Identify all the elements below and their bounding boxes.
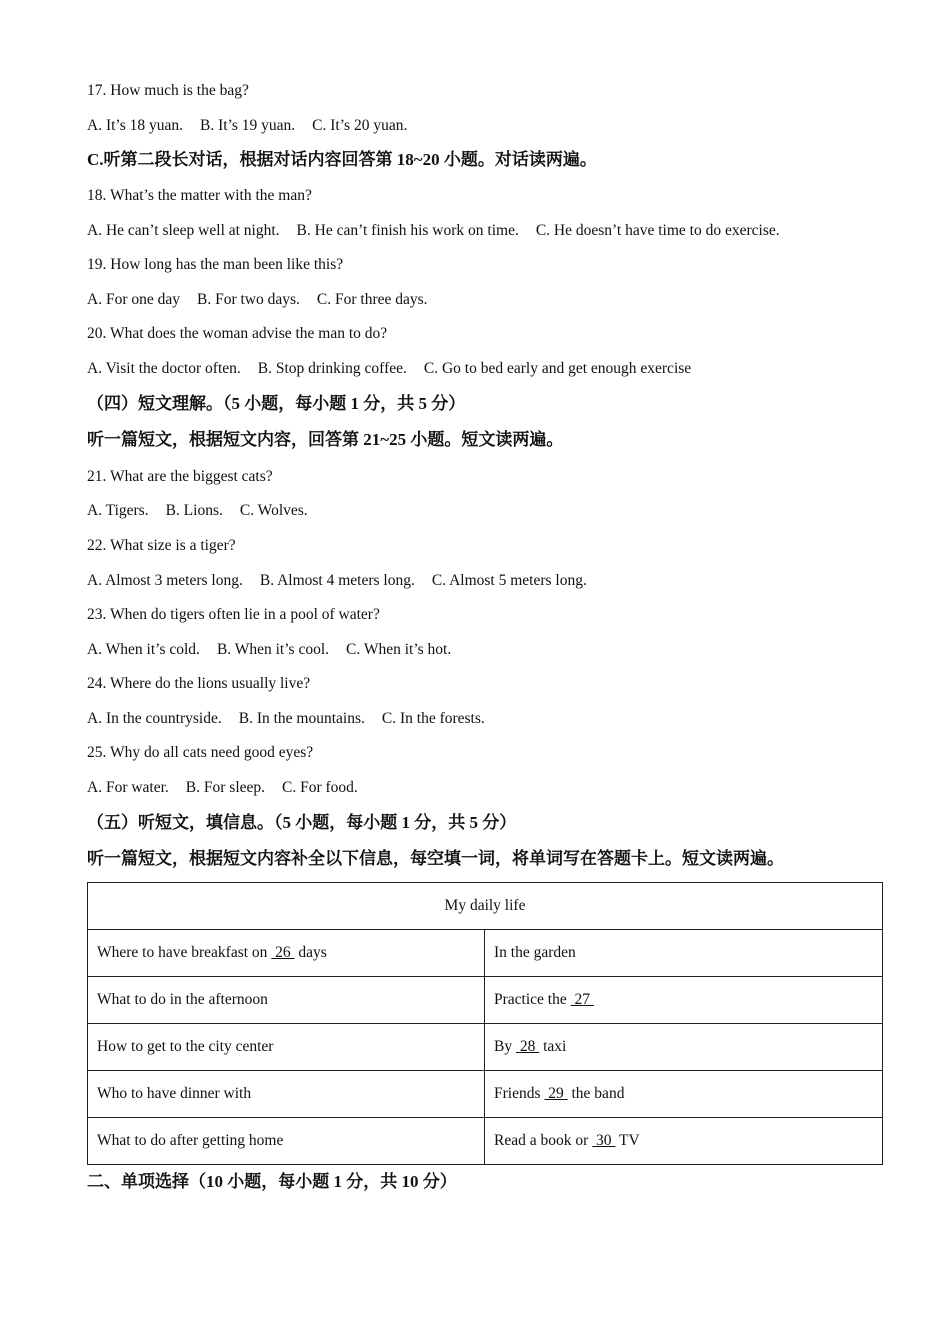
question-23: 23. When do tigers often lie in a pool of water? <box>87 606 380 623</box>
part5-heading: （五）听短文，填信息。（5 小题，每小题 1 分，共 5 分） <box>87 813 517 832</box>
cell-text: In the garden <box>494 944 576 961</box>
table-cell-left <box>88 1071 485 1118</box>
option-b: B. He can’t finish his work on time. <box>296 222 519 239</box>
options-21 <box>87 501 308 521</box>
options-20 <box>87 359 691 379</box>
cell-text: the band <box>567 1085 625 1102</box>
part4-instruction: 听一篇短文，根据短文内容，回答第 21~25 小题。短文读两遍。 <box>87 430 564 449</box>
option-a: A. For one day <box>87 291 180 308</box>
table-cell-left <box>88 1024 485 1071</box>
option-b: B. Stop drinking coffee. <box>257 360 407 377</box>
option-c: C. It’s 20 yuan. <box>312 117 408 134</box>
option-c: C. For food. <box>282 779 358 796</box>
option-a: A. Tigers. <box>87 502 149 519</box>
blank-26: 26 <box>271 944 295 961</box>
blank-28: 28 <box>515 1038 540 1055</box>
question-21: 21. What are the biggest cats? <box>87 468 273 485</box>
question-24: 24. Where do the lions usually live? <box>87 675 311 692</box>
question-19: 19. How long has the man been like this? <box>87 256 344 273</box>
cell-text: Read a book or <box>494 1132 593 1149</box>
table-cell-left <box>88 1118 485 1165</box>
option-c: C. Wolves. <box>239 502 308 519</box>
option-b: B. Lions. <box>165 502 223 519</box>
table-title-row <box>88 883 883 930</box>
cell-text: Practice the <box>494 991 571 1008</box>
blank-29: 29 <box>544 1085 568 1102</box>
option-c: C. Go to bed early and get enough exercise <box>423 360 692 377</box>
option-b: B. For sleep. <box>185 779 266 796</box>
option-c: C. In the forests. <box>381 710 485 727</box>
table-cell-right <box>485 1071 883 1118</box>
option-a: A. For water. <box>87 779 169 796</box>
blank-30: 30 <box>592 1132 616 1149</box>
part5-instruction: 听一篇短文，根据短文内容补全以下信息，每空填一词，将单词写在答题卡上。短文读两遍。 <box>87 849 784 868</box>
option-c: C. When it’s hot. <box>346 641 452 658</box>
info-table <box>87 882 883 1165</box>
table-cell-right <box>485 977 883 1024</box>
options-18 <box>87 221 780 241</box>
table-title: My daily life <box>88 883 883 930</box>
option-a: A. When it’s cold. <box>87 641 200 658</box>
table-cell-left <box>88 977 485 1024</box>
option-c: C. Almost 5 meters long. <box>431 572 587 589</box>
cell-text: What to do after getting home <box>97 1132 284 1149</box>
cell-text: What to do in the afternoon <box>97 991 268 1008</box>
table-row <box>88 977 883 1024</box>
question-18: 18. What’s the matter with the man? <box>87 187 312 204</box>
cell-text: days <box>294 944 327 961</box>
table-row <box>88 1071 883 1118</box>
option-a: A. Almost 3 meters long. <box>87 572 243 589</box>
option-b: B. It’s 19 yuan. <box>200 117 296 134</box>
option-a: A. He can’t sleep well at night. <box>87 222 280 239</box>
table-row <box>88 1118 883 1165</box>
table-row <box>88 1024 883 1071</box>
cell-text: Friends <box>494 1085 545 1102</box>
question-25: 25. Why do all cats need good eyes? <box>87 744 314 761</box>
cell-text: Who to have dinner with <box>97 1085 252 1102</box>
option-b: B. For two days. <box>197 291 300 308</box>
option-b: B. When it’s cool. <box>216 641 330 658</box>
cell-text: TV <box>615 1132 640 1149</box>
cell-text: By <box>494 1038 516 1055</box>
cell-text: taxi <box>539 1038 567 1055</box>
table-cell-left <box>88 930 485 977</box>
question-20: 20. What does the woman advise the man to do? <box>87 325 388 342</box>
option-c: C. For three days. <box>316 291 428 308</box>
table-cell-right <box>485 930 883 977</box>
option-a: A. It’s 18 yuan. <box>87 117 184 134</box>
options-24 <box>87 709 485 729</box>
options-22 <box>87 571 587 591</box>
option-a: A. In the countryside. <box>87 710 222 727</box>
section-2-heading: 二、单项选择（10 小题，每小题 1 分，共 10 分） <box>87 1172 457 1191</box>
options-23 <box>87 640 451 660</box>
table-cell-right <box>485 1118 883 1165</box>
option-a: A. Visit the doctor often. <box>87 360 241 377</box>
question-22: 22. What size is a tiger? <box>87 537 236 554</box>
table-row <box>88 930 883 977</box>
option-c: C. He doesn’t have time to do exercise. <box>535 222 780 239</box>
option-b: B. Almost 4 meters long. <box>259 572 415 589</box>
cell-text: Where to have breakfast on <box>97 944 272 961</box>
options-17 <box>87 116 407 136</box>
options-19 <box>87 290 428 310</box>
options-25 <box>87 778 358 798</box>
part4-heading: （四）短文理解。（5 小题，每小题 1 分，共 5 分） <box>87 394 466 413</box>
option-b: B. In the mountains. <box>238 710 365 727</box>
cell-text: How to get to the city center <box>97 1038 274 1055</box>
question-17: 17. How much is the bag? <box>87 82 249 99</box>
blank-27: 27 <box>570 991 594 1008</box>
section-c-heading: C.听第二段长对话，根据对话内容回答第 18~20 小题。对话读两遍。 <box>87 150 597 169</box>
table-cell-right <box>485 1024 883 1071</box>
